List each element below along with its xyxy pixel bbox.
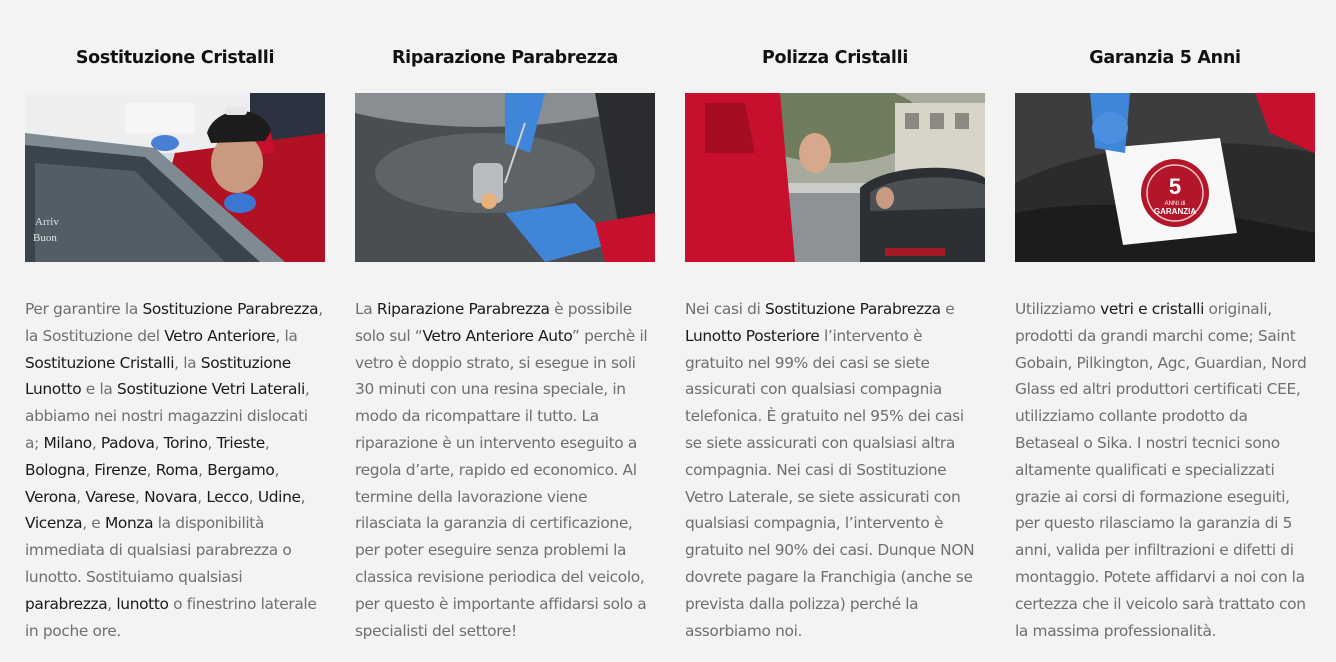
body-text: , [207, 433, 217, 452]
body-text: l’intervento è gratuito nel 99% dei casi se siete assicurati con qualsiasi compagnia telefonica. È gratuito nel 95% dei casi se siete assicurati con qualsiasi altra compagnia. Nei casi di Sostituzione Vetro Laterale, se siete assicurati con qualsiasi compagnia, l’intervento è gratuito nel 90% dei casi. Dunque NON dovrete pagare la Franchigia (anche se prevista dalla polizza) perché la assorbiamo noi. [685, 326, 975, 640]
highlight-text: Milano [43, 433, 92, 452]
body-text: originali, prodotti da grandi marchi come; Saint Gobain, Pilkington, Agc, Guardian, Nord Glass ed altri produttori certificati CEE, utilizziamo collante prodotto da Betaseal o Sika. I nostri tecnici sono altamente qualificati e specializzati grazie ai corsi di formazione eseguiti, per questo rilasciamo la garanzia di 5 anni, valida per infiltrazioni e difetti di montaggio. Potete affidarvi a noi con la certezza che il veicolo sarà trattato con la massima professionalità. [1015, 300, 1307, 640]
photo-svg [25, 93, 325, 262]
highlight-text: Sostituzione Parabrezza [142, 300, 319, 318]
photo-svg [1015, 93, 1315, 262]
body-text: , [146, 460, 156, 479]
highlight-text: Verona [25, 487, 77, 506]
body-text: , [154, 433, 164, 452]
body-text: , la [174, 353, 201, 372]
body-text: Utilizziamo [1015, 300, 1101, 318]
body-text: la disponibilità immediata di qualsiasi parabrezza o lunotto. Sostituiamo qualsiasi [25, 514, 292, 586]
highlight-text: Bologna [25, 460, 86, 479]
highlight-text: Trieste [216, 433, 265, 452]
body-text: , [198, 460, 208, 479]
highlight-text: vetri e cristalli [1100, 300, 1204, 318]
body-text: , [300, 487, 306, 506]
body-text: , la [275, 326, 298, 345]
body-text: , [248, 487, 258, 506]
body-text: , [107, 594, 117, 613]
body-text: è possibile solo sul “ [355, 300, 632, 345]
seal-top: ANNI di [1164, 201, 1186, 207]
body-text: , e [82, 514, 105, 533]
highlight-text: Monza [104, 514, 154, 533]
highlight-text: Sostituzione Cristalli [25, 353, 175, 372]
card-description [685, 296, 985, 644]
highlight-text: Firenze [94, 460, 147, 479]
body-text: , [197, 487, 207, 506]
highlight-text: Roma [155, 460, 199, 479]
body-text: Per garantire la [25, 300, 143, 318]
card-title: Polizza Cristalli [761, 48, 909, 68]
card-description [25, 296, 325, 644]
highlight-text: Riparazione Parabrezza [376, 300, 550, 318]
body-text: ” perchè il vetro è doppio strato, si esegue in soli 30 minuti con una resina speciale, in modo da ricompattare il tutto. La riparazione è un intervento eseguito a regola d’arte, rapido ed economico. Al termine della lavorazione viene rilasciata la garanzia di certificazione, per poter eseguire senza problemi la classica revisione periodica del veicolo, per questo è importante affidarsi solo a specialisti del settore! [355, 326, 648, 640]
photo-svg [685, 93, 985, 262]
body-text: , [135, 487, 145, 506]
body-text: , [264, 433, 270, 452]
body-text: e la [81, 380, 118, 399]
seal-number: 5 [1168, 174, 1182, 199]
highlight-text: Vetro Anteriore [164, 326, 276, 345]
svg-text:Arriv: Arriv [35, 216, 59, 228]
body-text: , [76, 487, 86, 506]
windshield-resin-repair-photo [355, 93, 655, 262]
body-text: o finestrino laterale in poche ore. [25, 594, 317, 640]
technician-replacing-windshield-photo [25, 93, 325, 262]
card-title: Sostituzione Cristalli [75, 48, 275, 68]
body-text: La [355, 300, 377, 318]
highlight-text: Lunotto Posteriore [685, 326, 820, 345]
warranty-certificate-photo [1015, 93, 1315, 262]
highlight-text: Novara [144, 487, 198, 506]
photo-svg [355, 93, 655, 262]
highlight-text: Sostituzione Vetri Laterali [117, 380, 305, 399]
highlight-text: lunotto [116, 594, 169, 613]
highlight-text: Varese [85, 487, 136, 506]
card-title: Riparazione Parabrezza [391, 48, 619, 68]
body-text: , abbiamo nei nostri magazzini dislocati a; [25, 380, 310, 452]
card-title: Garanzia 5 Anni [1089, 48, 1241, 68]
highlight-text: Padova [100, 433, 155, 452]
body-text: Nei casi di [685, 300, 765, 318]
body-text: e [940, 300, 955, 318]
highlight-text: parabrezza [25, 594, 108, 613]
card-description [355, 296, 655, 644]
card-description [1015, 296, 1315, 644]
highlight-text: Sostituzione Lunotto [25, 353, 291, 399]
seal-bottom: GARANZIA [1153, 207, 1197, 216]
highlight-text: Bergamo [207, 460, 275, 479]
body-text: , la Sostituzione del [25, 300, 323, 345]
svg-text:Buon: Buon [33, 232, 57, 244]
body-text: , [274, 460, 280, 479]
highlight-text: Udine [257, 487, 301, 506]
highlight-text: Lecco [206, 487, 249, 506]
highlight-text: Vicenza [25, 514, 83, 533]
customer-handshake-car-photo [685, 93, 985, 262]
body-text: , [91, 433, 101, 452]
body-text: , [85, 460, 95, 479]
highlight-text: Sostituzione Parabrezza [764, 300, 941, 318]
highlight-text: Torino [163, 433, 208, 452]
highlight-text: Vetro Anteriore Auto [422, 326, 572, 345]
